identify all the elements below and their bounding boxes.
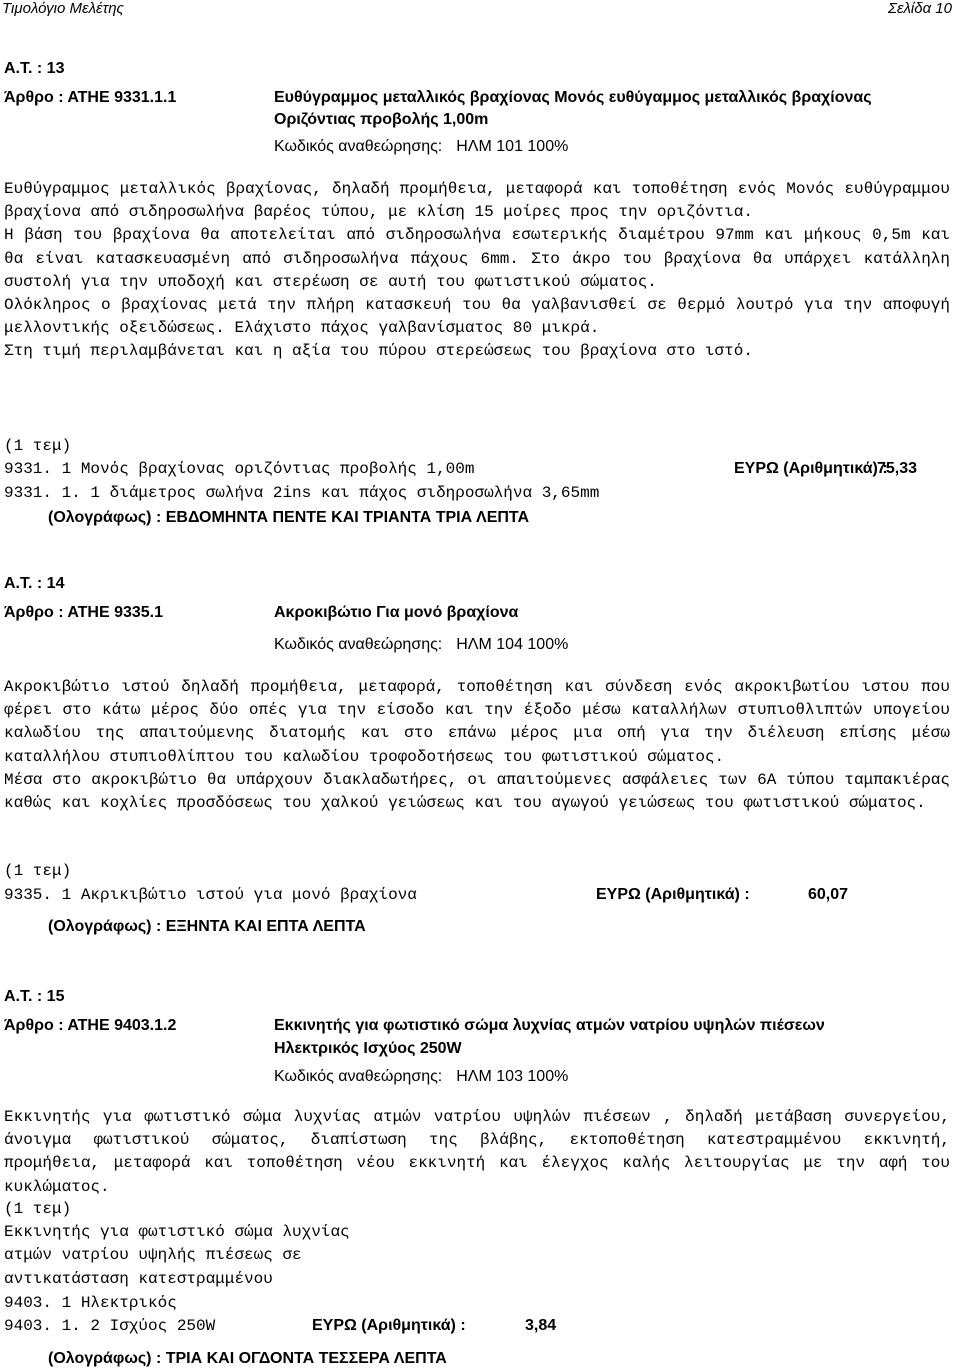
price-in-words: (Ολογράφως) : ΕΞΗΝΤΑ ΚΑΙ ΕΠΤΑ ΛΕΠΤΑ: [48, 918, 366, 935]
item-title-line-1: Ευθύγραμμος μεταλλικός βραχίονας Μονός ευθύγαμμος μεταλλικός βραχίονας: [274, 89, 872, 106]
price-line-text: 9331. 1 Μονός βραχίονας οριζόντιας προβολής 1,00m: [4, 460, 475, 478]
item-title-line-1: Εκκινητής για φωτιστικό σώμα λυχνίας ατμών νατρίου υψηλών πιέσεων: [274, 1017, 825, 1034]
revision-code-value: ΗΛΜ 104 100%: [456, 636, 569, 653]
price-line-text: 9335. 1 Ακρικιβώτιο ιστού για μονό βραχίονα: [4, 886, 417, 904]
item-title-line-1: Ακροκιβώτιο Για μονό βραχίονα: [274, 604, 519, 621]
price-in-words: (Ολογράφως) : ΤΡΙΑ ΚΑΙ ΟΓΔΟΝΤΑ ΤΕΣΣΕΡΑ ΛΕΠΤΑ: [48, 1350, 447, 1367]
description-paragraph: Ολόκληρος ο βραχίονας μετά την πλήρη κατασκευή του θα γαλβανισθεί σε θερμό λουτρό για την αποφυγή μελλοντικής οξειδώσεως. Ελάχιστο πάχος γαλβανίσματος 80 μικρά.: [4, 296, 950, 338]
description-paragraph: Εκκινητής για φωτιστικό σώμα λυχνίας ατμών νατρίου υψηλών πιέσεων , δηλαδή μετάβαση συνεργείου, άνοιγμα φωτιστικού σώματος, διαπίστωση της βλάβης, εκτοποθέτηση κατεστραμμένου εκκινητή, προμήθεια, μεταφορά και τοποθέτηση νέου εκκινητή και έλεγχος καλής λειτουργίας με την αφή του κυκλώματος.: [4, 1108, 950, 1196]
price-line: [4, 460, 918, 478]
at-number: Α.Τ. : 15: [4, 988, 65, 1005]
page-number: Σελίδα 10: [887, 0, 952, 17]
arthro-code: Άρθρο : ΑΤΗΕ 9335.1: [4, 604, 164, 621]
price-line-text: 9403. 1. 2 Ισχύος 250W: [4, 1317, 216, 1335]
unit: (1 τεμ): [4, 437, 72, 455]
price-label: ΕΥΡΩ (Αριθμητικά) :: [734, 460, 888, 477]
item-description: [4, 676, 950, 815]
item-title-line-2: Ηλεκτρικός Ισχύος 250W: [274, 1040, 462, 1057]
revision-code: [274, 1068, 568, 1086]
description-paragraph: Ακροκιβώτιο ιστού δηλαδή προμήθεια, μεταφορά, τοποθέτηση και σύνδεση ενός ακροκιβωτίου ιστου που φέρει στο κάτω μέρος δύο οπές για την είσοδο και την έξοδο μέσω καταλλήλων στυπιοθλιπτών υπογείου καλωδίου της απαιτούμενης διατομής και στο επάνω μέρος μια οπή για την διέλευση επίσης μέσω καταλλήλου στυπιοθλίπτου του καλωδίου τροφοδοτήσεως του φωτιστικού σώματος.: [4, 678, 950, 766]
revision-code-label: Κωδικός αναθεώρησης:: [274, 1068, 443, 1085]
item-title-line-2: Οριζόντιας προβολής 1,00m: [274, 111, 489, 128]
price-line: [4, 886, 849, 904]
sub-item-line: Εκκινητής για φωτιστικό σώμα λυχνίας: [4, 1223, 350, 1241]
price-label: ΕΥΡΩ (Αριθμητικά) :: [312, 1317, 466, 1334]
item-description: [4, 178, 950, 364]
revision-code-label: Κωδικός αναθεώρησης:: [274, 138, 443, 155]
description-paragraph: Μέσα στο ακροκιβώτιο θα υπάρχουν διακλαδωτήρες, οι απαιτούμενες ασφάλειες των 6Α τύπου ταμπακιέρας καθώς και κοχλίες προσδόσεως του χαλκού γειώσεως και του αγωγού γειώσεως του φωτιστικού σώματος.: [4, 770, 950, 813]
revision-code: [274, 636, 568, 654]
description-paragraph: Η βάση του βραχίονα θα αποτελείται από σιδηροσωλήνα εσωτερικής διαμέτρου 97mm και μήκους 0,5m και θα είναι κατασκευασμένη από σιδηροσωλήνα πάχους 6mm. Στο άκρο του βραχίονα θα υπάρχει κατάλληλη συστολή για την υποδοχή και στερέωση σε αυτή του φωτιστικού σώματος.: [4, 226, 950, 291]
description-paragraph: Στη τιμή περιλαμβάνεται και η αξία του πύρου στερεώσεως του βραχίονα στο ιστό.: [4, 342, 753, 361]
price-in-words: (Ολογράφως) : ΕΒΔΟΜΗΝΤΑ ΠΕΝΤΕ ΚΑΙ ΤΡΙΑΝΤΑ ΤΡΙΑ ΛΕΠΤΑ: [48, 509, 530, 526]
revision-code-label: Κωδικός αναθεώρησης:: [274, 636, 443, 653]
unit: (1 τεμ): [4, 1200, 72, 1218]
item-description: [4, 1106, 950, 1199]
sub-item-line: αντικατάσταση κατεστραμμένου: [4, 1270, 273, 1288]
unit: (1 τεμ): [4, 862, 72, 880]
price-value: 75,33: [877, 460, 918, 477]
price-line: [4, 1317, 557, 1335]
sub-item-line: ατμών νατρίου υψηλής πιέσεως σε: [4, 1246, 302, 1264]
price-label: ΕΥΡΩ (Αριθμητικά) :: [596, 886, 750, 903]
arthro-code: Άρθρο : ΑΤΗΕ 9403.1.2: [4, 1017, 177, 1034]
price-value: 3,84: [525, 1317, 557, 1334]
revision-code-value: ΗΛΜ 103 100%: [456, 1068, 569, 1085]
price-value: 60,07: [808, 886, 849, 903]
at-number: Α.Τ. : 14: [4, 575, 65, 592]
sub-item-line: 9331. 1. 1 διάμετρος σωλήνα 2ins και πάχος σιδηροσωλήνα 3,65mm: [4, 484, 600, 502]
at-number: Α.Τ. : 13: [4, 60, 65, 77]
sub-item-line: 9403. 1 Ηλεκτρικός: [4, 1294, 177, 1312]
revision-code-value: ΗΛΜ 101 100%: [456, 138, 569, 155]
description-paragraph: Ευθύγραμμος μεταλλικός βραχίονας, δηλαδή προμήθεια, μεταφορά και τοποθέτηση ενός Μονός ευθύγραμμου βραχίονα από σιδηροσωλήνα βαρέος τύπου, με κλίση 15 μοίρες προς την οριζόντια.: [4, 180, 950, 222]
arthro-code: Άρθρο : ΑΤΗΕ 9331.1.1: [4, 89, 177, 106]
page-header-title: Τιμολόγιο Μελέτης: [2, 0, 124, 17]
revision-code: [274, 138, 568, 156]
